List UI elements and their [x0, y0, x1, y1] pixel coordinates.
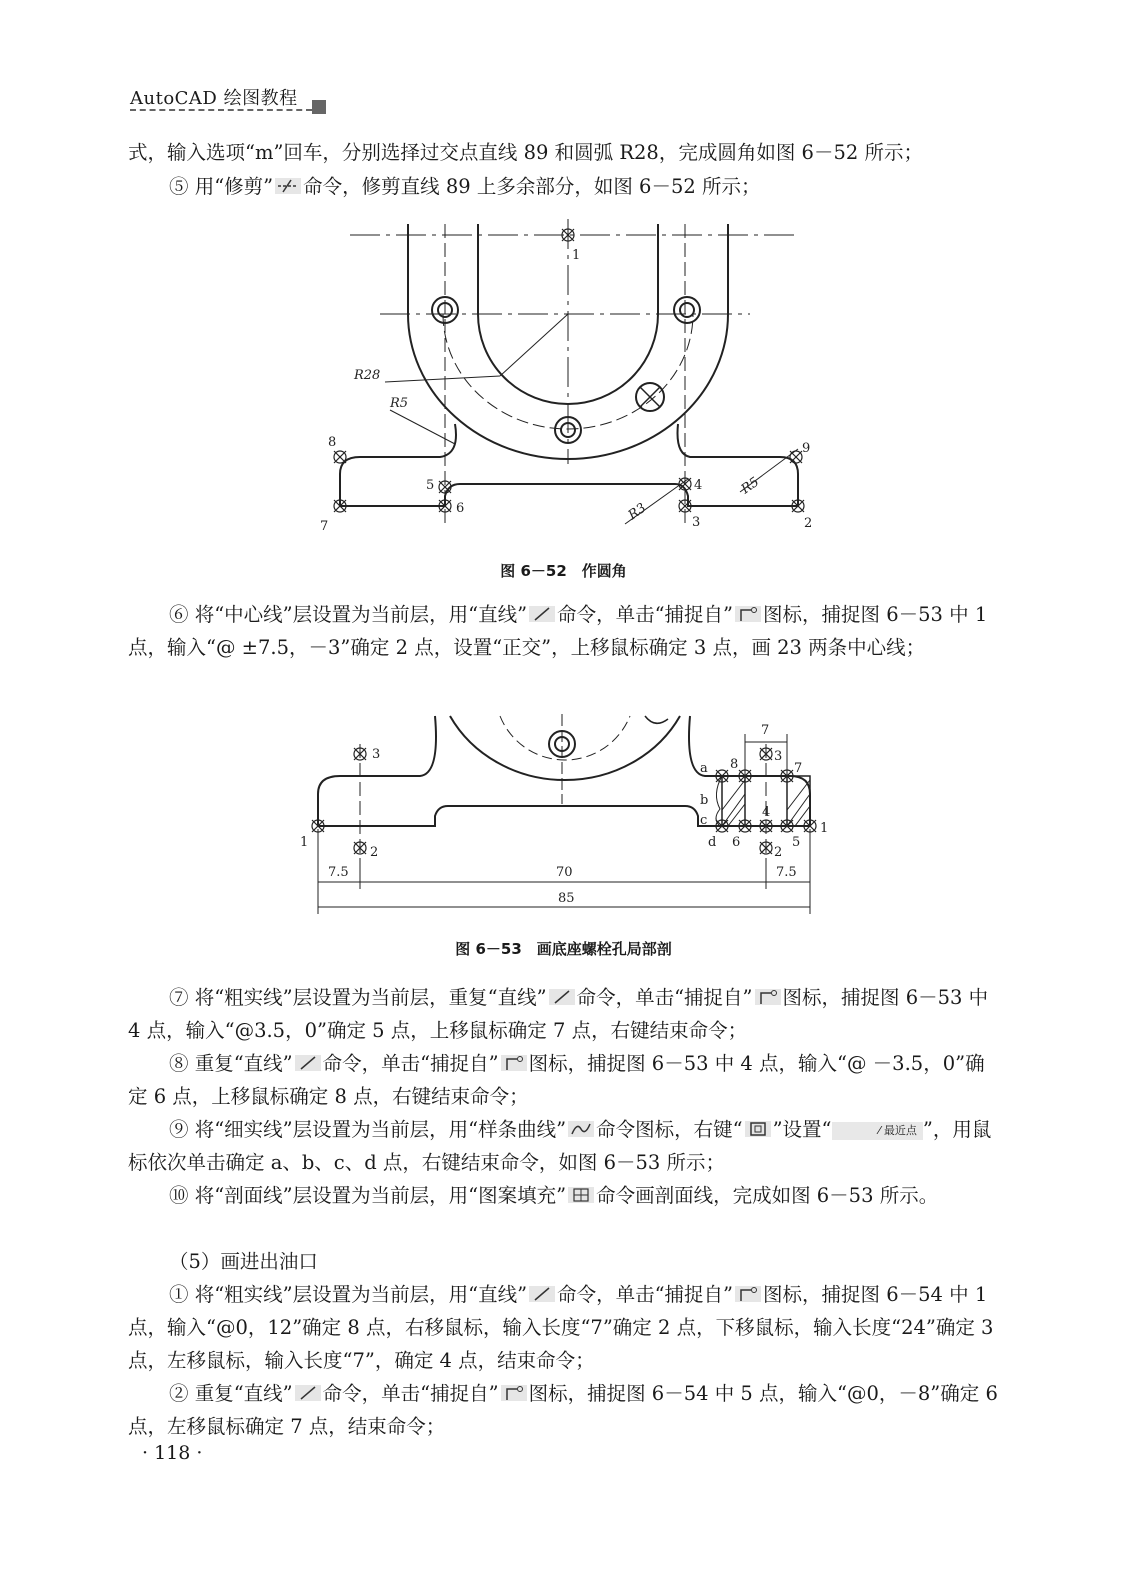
paragraph-fillet-step: 式，输入选项“m”回车，分别选择过交点直线 89 和圆弧 R28，完成圆角如图 6－52 所示；: [128, 141, 923, 164]
fig53-label-8: 8: [730, 757, 739, 772]
paragraph-repeat-line-step: ⑧ 重复“直线” 命令，单击“捕捉自” 图标，捕捉图 6－53 中 4 点，输入“@ －3.5，0”确定 6 点，上移鼠标确定 8 点，右键结束命令；: [128, 1052, 985, 1108]
trim-icon: [275, 176, 301, 196]
fig52-label-9: 9: [802, 441, 811, 456]
fig53-label-d: d: [708, 835, 717, 850]
fig52-label-7: 7: [320, 519, 329, 534]
fig53-label-1-right: 1: [820, 821, 829, 836]
fig53-dim-85: 85: [558, 891, 575, 906]
fig53-label-1-left: 1: [300, 835, 309, 850]
fig52-label-r3: R3: [625, 500, 650, 524]
spline-icon: [568, 1119, 594, 1139]
line-icon: [295, 1383, 321, 1403]
line-icon: [295, 1053, 321, 1073]
fig53-label-3-left: 3: [372, 747, 381, 762]
fig52-label-r28: R28: [354, 368, 381, 383]
snap-from-icon: [501, 1383, 527, 1403]
running-header: AutoCAD 绘图教程: [130, 88, 298, 109]
fig52-label-1: 1: [572, 248, 581, 263]
paragraph-hatch-step: ⑩ 将“剖面线”层设置为当前层，用“图案填充” 命令画剖面线，完成如图 6－53 所示。: [169, 1184, 939, 1207]
fig52-label-8: 8: [328, 435, 337, 450]
line-icon: [529, 604, 555, 624]
header-marker: [312, 100, 326, 114]
fig53-label-5: 5: [792, 835, 801, 850]
line-icon: [529, 1284, 555, 1304]
fig53-label-3-right: 3: [774, 749, 783, 764]
section-heading-oil-port: （5）画进出油口: [169, 1250, 318, 1273]
figure-6-53-caption: 图 6－53 画底座螺栓孔局部剖: [455, 940, 672, 958]
figure-6-53-bolt-hole-section: [300, 714, 840, 924]
fig53-dim-7-5-right: 7.5: [776, 865, 797, 880]
object-snap-settings-icon: [745, 1119, 771, 1139]
fig53-label-2-right: 2: [774, 845, 783, 860]
paragraph-thick-line-step: ⑦ 将“粗实线”层设置为当前层，重复“直线” 命令，单击“捕捉自” 图标，捕捉图 6－53 中 4 点，输入“@3.5，0”确定 5 点，上移鼠标确定 7 点，右键结束命令；: [128, 986, 989, 1042]
fig52-label-5: 5: [426, 478, 435, 493]
fig53-label-4: 4: [762, 805, 771, 820]
fig52-label-4: 4: [694, 478, 703, 493]
paragraph-oil-port-step-2: ② 重复“直线” 命令，单击“捕捉自” 图标，捕捉图 6－54 中 5 点，输入“@0，－8”确定 6 点，左移鼠标确定 7 点，结束命令；: [128, 1382, 998, 1438]
fig52-label-r5-left: R5: [390, 396, 409, 411]
fig53-label-2-left: 2: [370, 845, 379, 860]
fig53-dim-7: 7: [761, 723, 770, 738]
paragraph-oil-port-step-1: ① 将“粗实线”层设置为当前层，用“直线” 命令，单击“捕捉自” 图标，捕捉图 6－54 中 1 点，输入“@0，12”确定 8 点，右移鼠标，输入长度“7”确定 2 点，下移鼠标，输入长度“24”确定 3 点，左移鼠标，输入长度“7”，确定 4 点，结束命令；: [128, 1283, 994, 1372]
paragraph-trim-step: ⑤ 用“修剪” 命令，修剪直线 89 上多余部分，如图 6－52 所示；: [169, 175, 761, 198]
snap-from-icon: [735, 604, 761, 624]
line-icon: [549, 987, 575, 1007]
page-number: · 118 ·: [142, 1442, 203, 1464]
snap-from-icon: [735, 1284, 761, 1304]
nearest-snap-option: ⁄ 最近点: [832, 1122, 923, 1140]
fig53-label-6: 6: [732, 835, 741, 850]
header-rule: [130, 109, 312, 111]
fig53-label-a: a: [700, 761, 708, 776]
paragraph-spline-step: ⑨ 将“细实线”层设置为当前层，用“样条曲线” 命令图标，右键“ ”设置“ ⁄ 最近点 ”，用鼠标依次单击确定 a、b、c、d 点，右键结束命令，如图 6－53 所示；: [128, 1118, 992, 1174]
paragraph-centerline-step: ⑥ 将“中心线”层设置为当前层，用“直线” 命令，单击“捕捉自” 图标，捕捉图 6－53 中 1 点，输入“@ ±7.5，－3”确定 2 点，设置“正交”，上移鼠标确定 3 点，画 23 两条中心线；: [128, 603, 988, 659]
snap-from-icon: [501, 1053, 527, 1073]
fig53-dim-7-5-left: 7.5: [328, 865, 349, 880]
fig52-label-2: 2: [804, 516, 813, 531]
hatch-icon: [568, 1185, 594, 1205]
fig53-label-7: 7: [794, 761, 803, 776]
fig52-label-r5-right: R5: [738, 474, 763, 498]
fig53-label-b: b: [700, 793, 709, 808]
figure-6-52-caption: 图 6－52 作圆角: [500, 562, 627, 580]
fig53-dim-70: 70: [556, 865, 573, 880]
fig52-label-3: 3: [692, 515, 701, 530]
snap-from-icon: [755, 987, 781, 1007]
fig52-label-6: 6: [456, 501, 465, 516]
figure-6-52-fillet-drawing: [320, 214, 820, 544]
fig53-label-c: c: [700, 813, 708, 828]
